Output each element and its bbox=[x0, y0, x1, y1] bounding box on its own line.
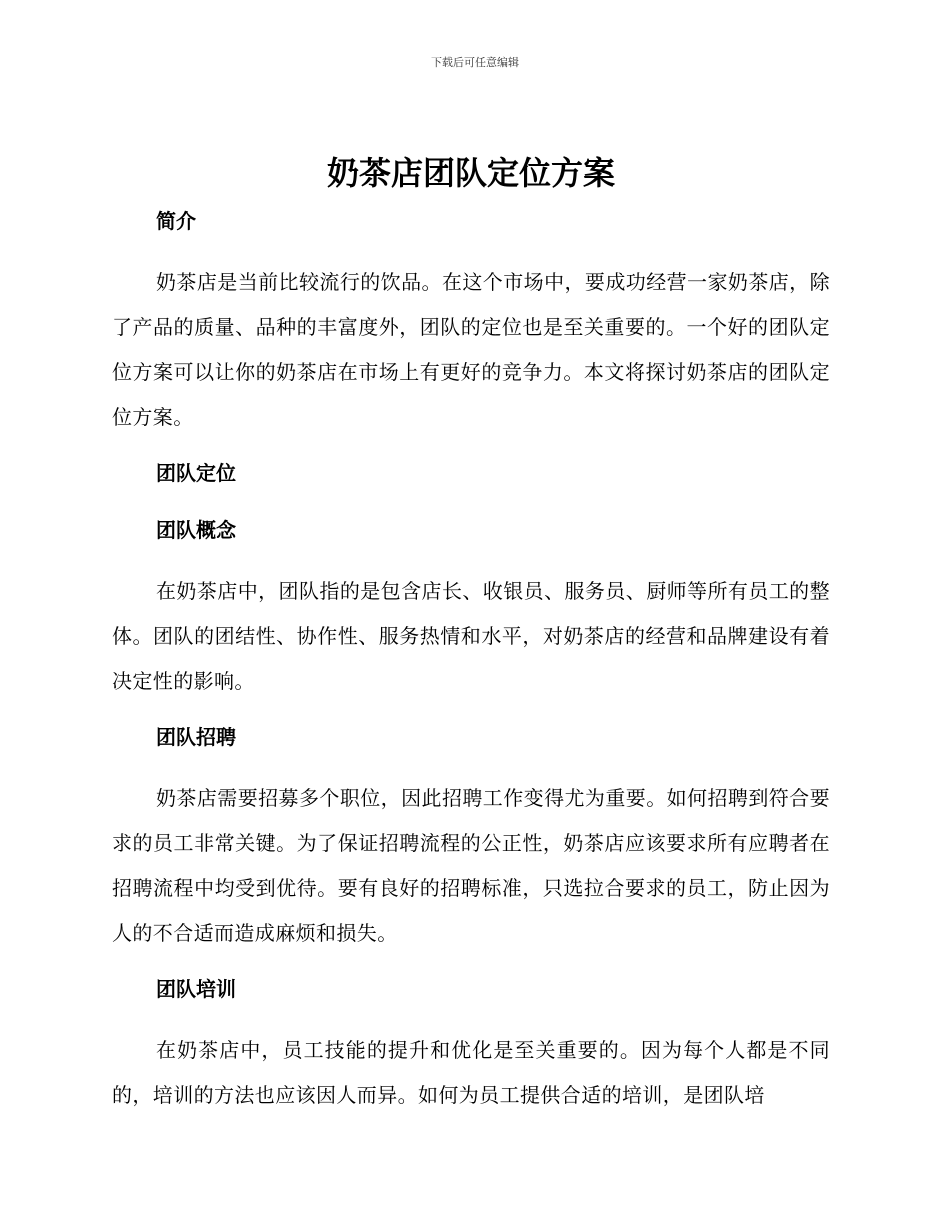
document-title: 奶茶店团队定位方案 bbox=[326, 154, 615, 192]
section-heading-concept: 团队概念 bbox=[156, 518, 236, 542]
document-body bbox=[112, 150, 830, 1118]
paragraph-training: 在奶茶店中，员工技能的提升和优化是至关重要的。因为每个人都是不同的，培训的方法也应该因人而异。如何为员工提供合适的培训，是团队培 bbox=[112, 1038, 830, 1107]
page-header-note: 下载后可任意编辑 bbox=[431, 56, 519, 69]
section-heading-positioning: 团队定位 bbox=[156, 461, 236, 485]
paragraph-intro: 奶茶店是当前比较流行的饮品。在这个市场中，要成功经营一家奶茶店，除了产品的质量、品种的丰富度外，团队的定位也是至关重要的。一个好的团队定位方案可以让你的奶茶店在市场上有更好的竞争力。本文将探讨奶茶店的团队定位方案。 bbox=[112, 270, 830, 429]
section-heading-recruitment: 团队招聘 bbox=[156, 725, 236, 749]
section-heading-intro: 简介 bbox=[156, 209, 196, 233]
paragraph-concept: 在奶茶店中，团队指的是包含店长、收银员、服务员、厨师等所有员工的整体。团队的团结性、协作性、服务热情和水平，对奶茶店的经营和品牌建设有着决定性的影响。 bbox=[112, 579, 830, 693]
section-heading-training: 团队培训 bbox=[156, 977, 236, 1001]
paragraph-recruitment: 奶茶店需要招募多个职位，因此招聘工作变得尤为重要。如何招聘到符合要求的员工非常关键。为了保证招聘流程的公正性，奶茶店应该要求所有应聘者在招聘流程中均受到优待。要有良好的招聘标准，只选拉合要求的员工，防止因为人的不合适而造成麻烦和损失。 bbox=[112, 786, 830, 945]
